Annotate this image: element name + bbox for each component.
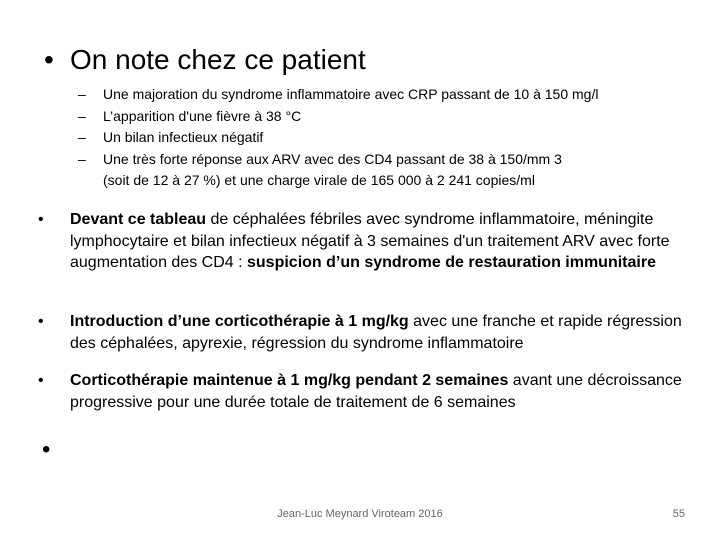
bullet-dot: •	[38, 372, 44, 389]
heading-text: On note chez ce patient	[70, 44, 366, 75]
sub-item-dash: –	[78, 129, 86, 145]
sub-item	[78, 106, 638, 128]
sub-item-line: L’apparition d'une fièvre à 38 °C	[103, 107, 302, 124]
bullet-dot: •	[38, 211, 44, 228]
sub-item	[78, 149, 638, 192]
plain-phrase: de céphalées fébriles avec syndrome inflammatoire, méningite lymphocytaire et bilan infectieux négatif à 3 semaines d'un traitement ARV avec forte augmentation des CD4 :	[70, 211, 670, 271]
sub-item-line: (soit de 12 à 27 %) et une charge virale de 165 000 à 2 241 copies/ml	[103, 172, 535, 188]
bullet-dot: •	[38, 313, 44, 330]
bullet-paragraph	[38, 209, 688, 274]
sub-item-text	[103, 106, 638, 128]
bold-phrase: Corticothérapie maintenue à 1 mg/kg pendant 2 semaines	[70, 372, 509, 389]
sub-item-dash: –	[78, 107, 86, 124]
empty-bullet: •	[42, 436, 51, 463]
bullet-paragraph	[38, 311, 688, 354]
sub-item-line: Une très forte réponse aux ARV avec des CD4 passant de 38 à 150/mm 3	[103, 150, 562, 167]
plain-phrase: avant une décroissance progressive pour une durée totale de traitement de 6 semaines	[70, 372, 682, 411]
sub-item-dash: –	[78, 86, 86, 102]
bullet-text	[70, 209, 688, 274]
heading-bullet: •	[44, 44, 54, 75]
sub-item-text	[103, 127, 638, 149]
bold-phrase: suspicion d’un syndrome de restauration immunitaire	[247, 254, 656, 271]
sub-item	[78, 84, 638, 106]
bullet-text	[70, 370, 688, 413]
bullet-text	[70, 311, 688, 354]
sub-item-dash: –	[78, 150, 86, 167]
sub-item-list	[78, 84, 638, 192]
sub-item-text	[103, 149, 638, 192]
slide-heading	[44, 42, 366, 78]
bold-phrase: Introduction d’une corticothérapie à 1 mg/kg	[70, 313, 409, 330]
plain-phrase: avec une franche et rapide régression des céphalées, apyrexie, régression du syndrome inflammatoire	[70, 313, 682, 352]
bold-phrase: Devant ce tableau	[70, 211, 207, 228]
sub-item-text	[103, 84, 638, 106]
sub-item-line: Une majoration du syndrome inflammatoire avec CRP passant de 10 à 150 mg/l	[103, 86, 599, 102]
sub-item-line: Un bilan infectieux négatif	[103, 129, 264, 145]
bullet-paragraph	[38, 370, 688, 413]
page-number: 55	[672, 508, 685, 520]
sub-item	[78, 127, 638, 149]
footer-text: Jean-Luc Meynard Viroteam 2016	[277, 508, 443, 520]
